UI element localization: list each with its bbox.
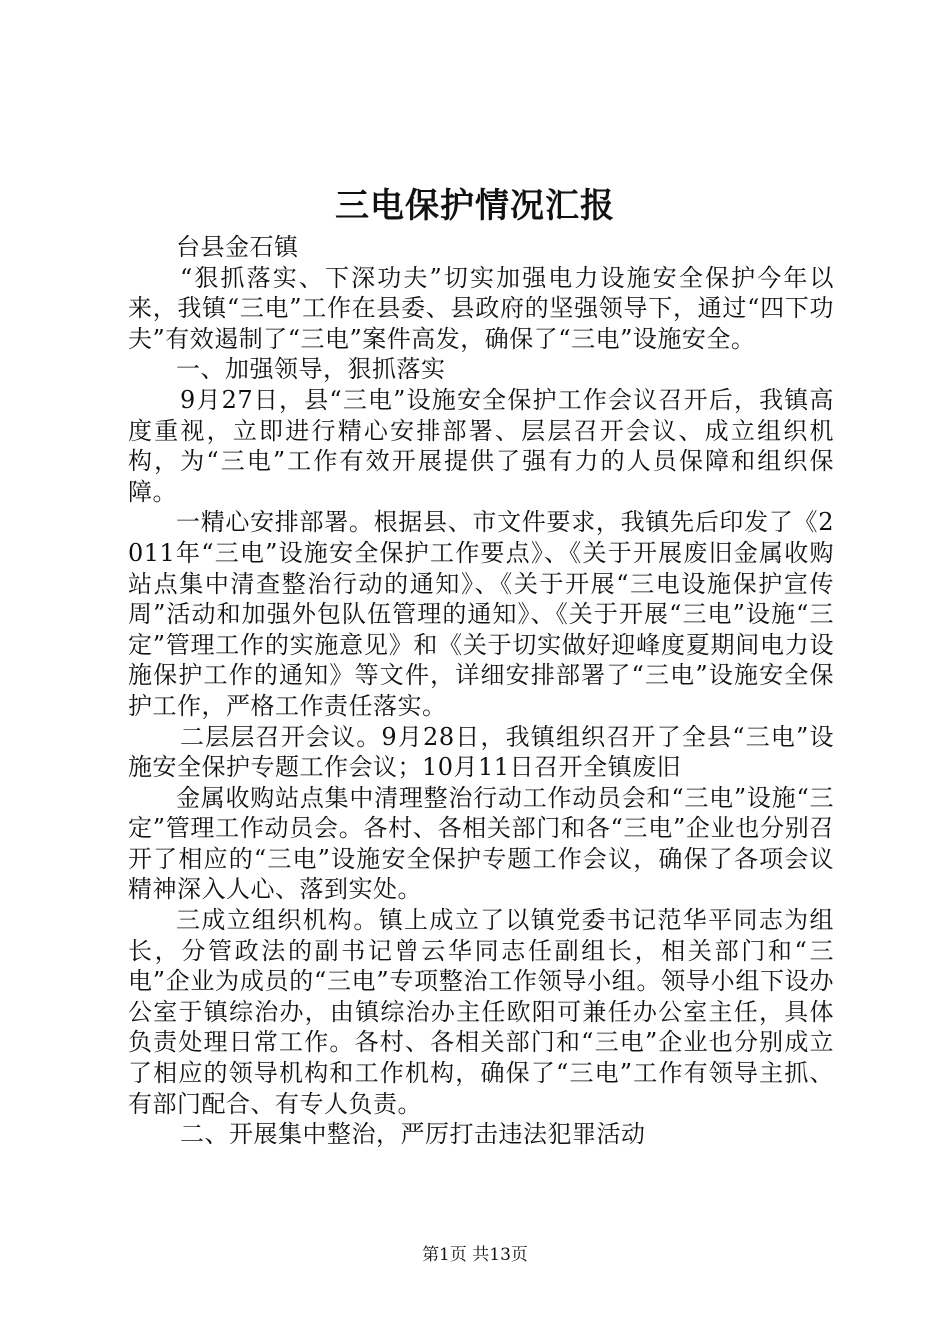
paragraph-meetings-held: 二层层召开会议。9月28日，我镇组织召开了全县“三电”设施安全保护专题工作会议；10月11日召开全镇废旧 [128,722,834,782]
paragraph-meeting: 9月27日，县“三电”设施安全保护工作会议召开后，我镇高度重视，立即进行精心安排部署、层层召开会议、成立组织机构，为“三电”工作有效开展提供了强有力的人员保障和组织保障。 [128,385,834,506]
paragraph-arrangement: 一精心安排部署。根据县、市文件要求，我镇先后印发了《2011年“三电”设施安全保护工作要点》、《关于开展废旧金属收购站点集中清查整治行动的通知》、《关于开展“三电设施保护宣传周”活动和加强外包队伍管理的通知》、《关于开展“三电”设施“三定”管理工作的实施意见》和《关于切实做好迎峰度夏期间电力设施保护工作的通知》等文件，详细安排部署了“三电”设施安全保护工作，严格工作责任落实。 [128,508,834,720]
document-body [128,232,834,1150]
paragraph-organization: 三成立组织机构。镇上成立了以镇党委书记范华平同志为组长，分管政法的副书记曾云华同志任副组长，相关部门和“三电”企业为成员的“三电”专项整治工作领导小组。领导小组下设办公室于镇综治办，由镇综治办主任欧阳可兼任办公室主任，具体负责处理日常工作。各村、各相关部门和“三电”企业也分别成立了相应的领导机构和工作机构，确保了“三电”工作有领导主抓、有部门配合、有专人负责。 [128,906,834,1118]
document-title: 三电保护情况汇报 [335,186,615,226]
paragraph-intro: “狠抓落实、下深功夫”切实加强电力设施安全保护今年以来，我镇“三电”工作在县委、县政府的坚强领导下，通过“四下功夫”有效遏制了“三电”案件高发，确保了“三电”设施安全。 [128,263,834,353]
paragraph-author: 台县金石镇 [176,233,299,261]
paragraph-mobilization: 金属收购站点集中清理整治行动工作动员会和“三电”设施“三定”管理工作动员会。各村、各相关部门和各“三电”企业也分别召开了相应的“三电”设施安全保护专题工作会议，确保了各项会议精神深入人心、落到实处。 [128,783,834,904]
section-heading-1: 一、加强领导，狠抓落实 [176,355,446,384]
page-footer: 第1页 共13页 [422,1245,528,1265]
section-heading-2: 二、开展集中整治，严厉打击违法犯罪活动 [180,1120,646,1149]
